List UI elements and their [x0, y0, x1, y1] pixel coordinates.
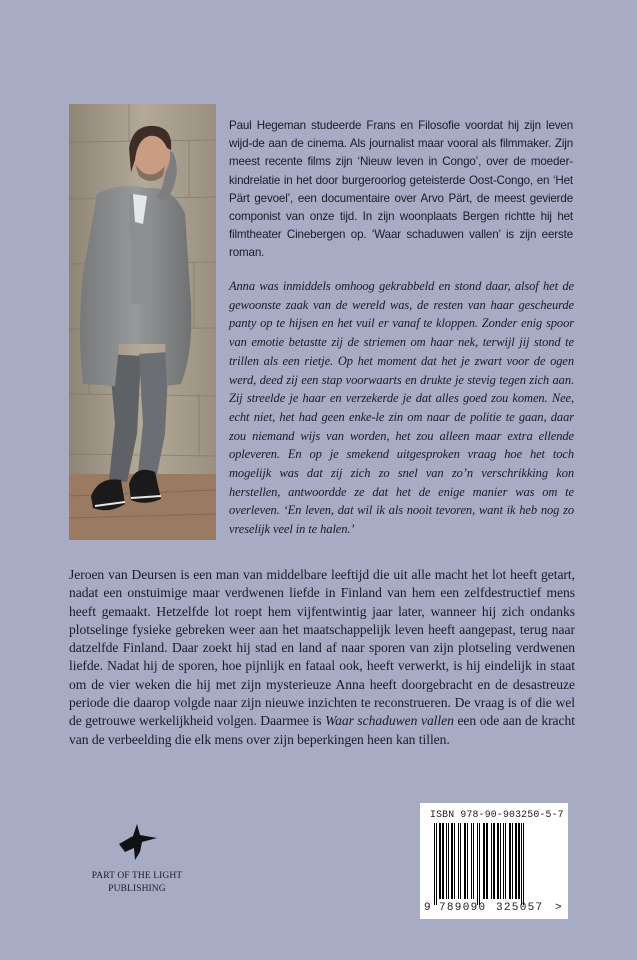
barcode-bar — [471, 823, 472, 899]
barcode-bar — [464, 823, 466, 899]
barcode-bar — [523, 823, 524, 905]
barcode-bar — [500, 823, 501, 899]
publisher-logo — [85, 822, 189, 896]
barcode-bar — [451, 823, 453, 899]
publisher-name-line1: PART OF THE LIGHT — [91, 871, 183, 881]
barcode-bar — [515, 823, 517, 899]
barcode-bar — [521, 823, 522, 905]
barcode-bar — [493, 823, 495, 899]
book-excerpt: Anna was inmiddels omhoog gekrabbeld en stond daar, alsof het de gewoonste zaak van de wereld was, de resten van haar gescheurde panty op te hijsen en het vuil er vanaf te kloppen. Zonder enig spoor van emotie betastte zij de striemen om haar nek, terwijl jij stond te trillen als een rietje. Op het moment dat het je zwart voor de ogen werd, deed zij een stap voorwaarts en drukte je stevig tegen zich aan. Zij streelde je haar en verzekerde je dat alles goed zou komen. Nee, echt niet, het had geen enke-le zin om naar de politie te gaan, daar zou niemand wijs van worden, het zou alleen maar extra ellende opleveren. En op je smekend uitgesproken vraag hoe het toch mogelijk was dat zij zich zo snel van zo’n verschrikking kon herstellen, antwoordde ze dat het de enige manier was om te overleven. ‘En leven, dat wil ik als nooit tevoren, want ik heb nog zo vreselijk veel in te halen.’ — [229, 279, 574, 537]
barcode-bar — [477, 823, 478, 905]
barcode-bar — [486, 823, 488, 899]
barcode-bar — [473, 823, 474, 899]
ean-right-group: 325057 — [496, 902, 544, 914]
barcode-bar — [460, 823, 461, 899]
barcode-bar — [446, 823, 447, 899]
author-photo-illustration — [69, 104, 216, 540]
barcode-bar — [503, 823, 504, 899]
barcode-bar — [491, 823, 492, 899]
book-synopsis — [69, 566, 575, 749]
barcode-bar — [497, 823, 499, 899]
bird-icon — [115, 822, 159, 862]
ean-left-group: 789090 — [439, 902, 487, 914]
barcode-bar — [442, 823, 444, 899]
author-photo — [69, 104, 216, 540]
publisher-name-line2: PUBLISHING — [108, 884, 166, 894]
synopsis-text-1: Jeroen van Deursen is een man van middelbare leeftijd die uit alle macht het lot heeft getart, nadat een onstuimige maar verdwenen liefde in Finland van hem een zelfdestructief mens heeft gemaakt. Hetzelfde lot roept hem vijfentwintig jaar later, wanneer hij zich ondanks plotselinge fysieke gebreken weer aan het maatschappelijk leven heeft aangepast, terug naar datzelfde Finland. Daar zoekt hij stad en land af naar sporen van zijn plotseling verdwenen liefde. Nadat hij de sporen, hoe pijnlijk en fataal ook, heeft verwerkt, is hij eindelijk in staat om de vier weken die hij met zijn mysterieuze Anna heeft doorgebracht en de desastreuze periode die daarop volgde naar zijn nieuwe inzichten te reconstrueren. De vraag is of die wel de getrouwe werkelijkheid volgen. Daarmee is — [69, 567, 575, 729]
ean-marker: > — [555, 902, 562, 914]
barcode-bar — [512, 823, 513, 899]
barcode-bar — [467, 823, 468, 899]
synopsis-book-title: Waar schaduwen vallen — [325, 713, 454, 729]
isbn-barcode — [420, 803, 568, 919]
barcode-bar — [448, 823, 449, 899]
barcode-bar — [518, 823, 520, 899]
barcode-bar — [434, 823, 435, 905]
author-bio: Paul Hegeman studeerde Frans en Filosofie voordat hij zijn leven wijd-de aan de cinema. Als journalist maar vooral als filmmaker. Zijn meest recente films zijn ‘Nieuw leven in Congo’, over de moeder-kindrelatie in het door burgeroorlog geteisterde Oost-Congo, en ‘Het Pärt gevoel’, een documentaire over Arvo Pärt, de meest gevierde componist van onze tijd. In zijn woonplaats Bergen richtte hij het filmtheater Cinebergen op. ‘Waar schaduwen vallen’ is zijn eerste roman. — [229, 119, 573, 260]
synopsis-text-2: een ode aan de kracht van de verbeelding die elk mens over zijn beperkingen heen kan tillen. — [69, 713, 575, 747]
barcode-bar — [479, 823, 480, 905]
barcode-bar — [436, 823, 437, 905]
barcode-bar — [509, 823, 511, 899]
barcode-bar — [505, 823, 506, 899]
barcode-bar — [454, 823, 455, 899]
isbn-label: ISBN 978-90-903250-5-7 — [430, 809, 564, 820]
barcode-bar — [439, 823, 441, 899]
barcode-bar — [458, 823, 459, 899]
barcode-bar — [483, 823, 485, 899]
ean-first-digit: 9 — [424, 902, 431, 914]
